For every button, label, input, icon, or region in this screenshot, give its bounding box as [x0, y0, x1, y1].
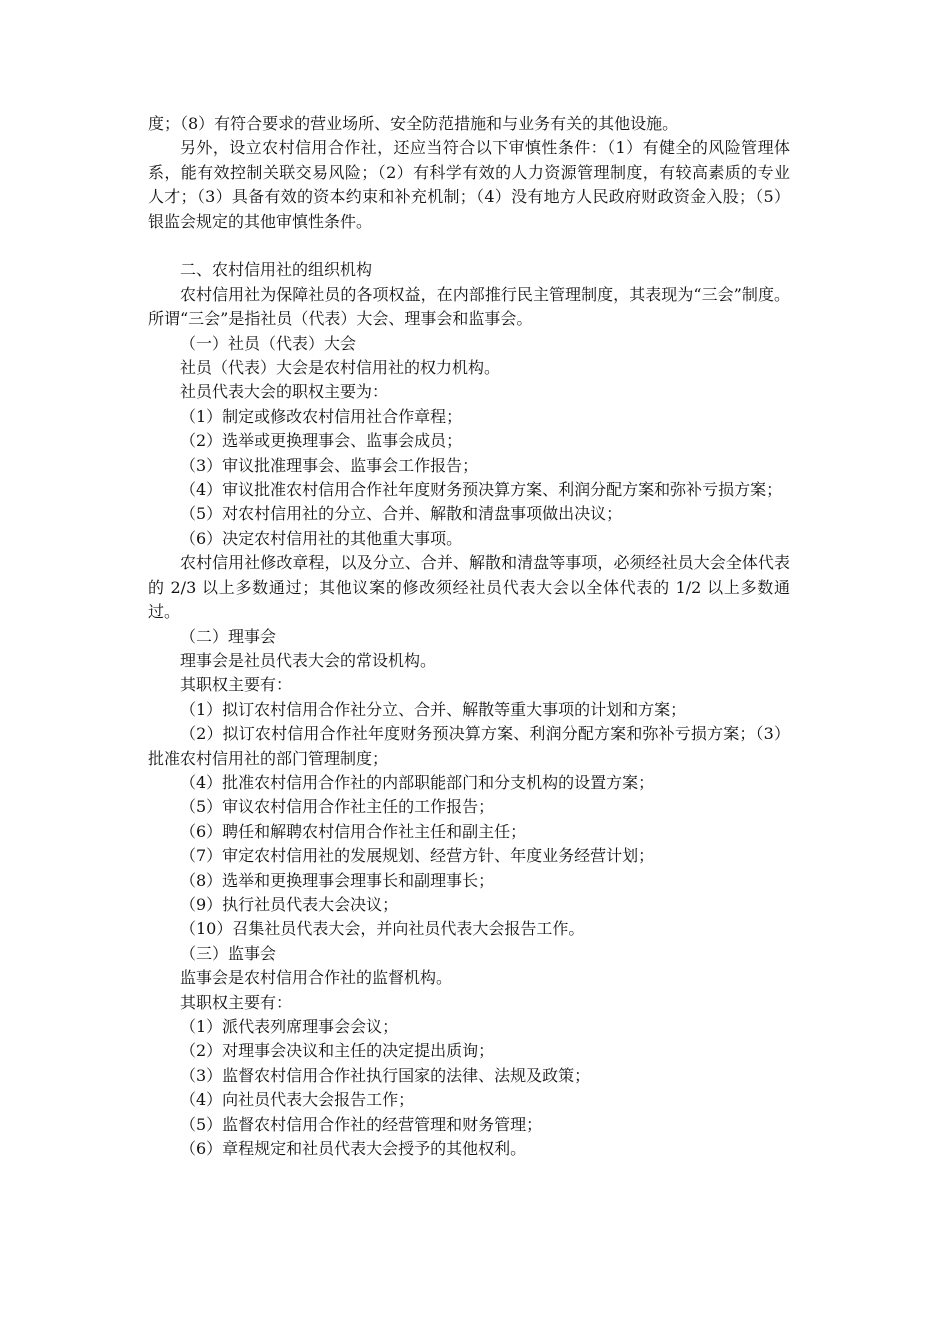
paragraph: （一）社员（代表）大会 [180, 333, 357, 353]
paragraph: （4）批准农村信用合作社的内部职能部门和分支机构的设置方案； [180, 772, 655, 792]
paragraph: （10）召集社员代表大会，并向社员代表大会报告工作。 [180, 919, 585, 939]
paragraph: （4）审议批准农村信用合作社年度财务预决算方案、利润分配方案和弥补亏损方案； [180, 480, 783, 500]
paragraph: （6）章程规定和社员代表大会授予的其他权利。 [180, 1139, 527, 1159]
paragraph: （6）聘任和解聘农村信用合作社主任和副主任； [180, 821, 527, 841]
paragraph: （三）监事会 [180, 943, 277, 963]
paragraph: 监事会是农村信用合作社的监督机构。 [180, 968, 453, 988]
paragraph: （3）监督农村信用合作社执行国家的法律、法规及政策； [180, 1065, 591, 1085]
paragraph: 农村信用社修改章程，以及分立、合并、解散和清盘等事项，必须经社员大会全体代表的 2/3 以上多数通过；其他议案的修改须经社员代表大会以全体代表的 1/2 以上多数通过。 [148, 553, 790, 622]
paragraph: （7）审定农村信用社的发展规划、经营方针、年度业务经营计划； [180, 846, 655, 866]
paragraph: （9）执行社员代表大会决议； [180, 894, 399, 914]
paragraph: （5）对农村信用社的分立、合并、解散和清盘事项做出决议； [180, 504, 623, 524]
paragraph: （2）选举或更换理事会、监事会成员； [180, 431, 463, 451]
paragraph: （4）向社员代表大会报告工作； [180, 1090, 415, 1110]
paragraph: （8）选举和更换理事会理事长和副理事长； [180, 870, 495, 890]
paragraph: 理事会是社员代表大会的常设机构。 [180, 650, 437, 670]
paragraph: （1）拟订农村信用合作社分立、合并、解散等重大事项的计划和方案； [180, 699, 687, 719]
paragraph: （二）理事会 [180, 626, 277, 646]
document-page [148, 112, 790, 1161]
paragraph: （5）审议农村信用合作社主任的工作报告； [180, 797, 495, 817]
paragraph: （3）审议批准理事会、监事会工作报告； [180, 455, 479, 475]
paragraph: （5）监督农村信用合作社的经营管理和财务管理； [180, 1114, 543, 1134]
paragraph: （1）制定或修改农村信用社合作章程； [180, 406, 463, 426]
paragraph: （6）决定农村信用社的其他重大事项。 [180, 528, 463, 548]
paragraph: 其职权主要有： [180, 992, 293, 1012]
blank-line [148, 234, 790, 258]
paragraph: 社员代表大会的职权主要为： [180, 382, 389, 402]
paragraph: （1）派代表列席理事会会议； [180, 1017, 399, 1037]
paragraph: 度；（8）有符合要求的营业场所、安全防范措施和与业务有关的其他设施。 [148, 114, 679, 133]
paragraph: 另外，设立农村信用合作社，还应当符合以下审慎性条件：（1）有健全的风险管理体系，能有效控制关联交易风险；（2）有科学有效的人力资源管理制度，有较高素质的专业人才；（3）具备有效的资本约束和补充机制；（4）没有地方人民政府财政资金入股；（5）银监会规定的其他审慎性条件。 [148, 138, 790, 231]
paragraph: 社员（代表）大会是农村信用社的权力机构。 [180, 358, 501, 378]
paragraph: 农村信用社为保障社员的各项权益，在内部推行民主管理制度，其表现为“三会”制度。所谓“三会”是指社员（代表）大会、理事会和监事会。 [148, 284, 790, 329]
paragraph: （2）对理事会决议和主任的决定提出质询； [180, 1041, 495, 1061]
paragraph: 二、农村信用社的组织机构 [180, 260, 373, 280]
paragraph: 其职权主要有： [180, 675, 293, 695]
paragraph: （2）拟订农村信用合作社年度财务预决算方案、利润分配方案和弥补亏损方案；（3）批准农村信用社的部门管理制度； [148, 724, 790, 768]
